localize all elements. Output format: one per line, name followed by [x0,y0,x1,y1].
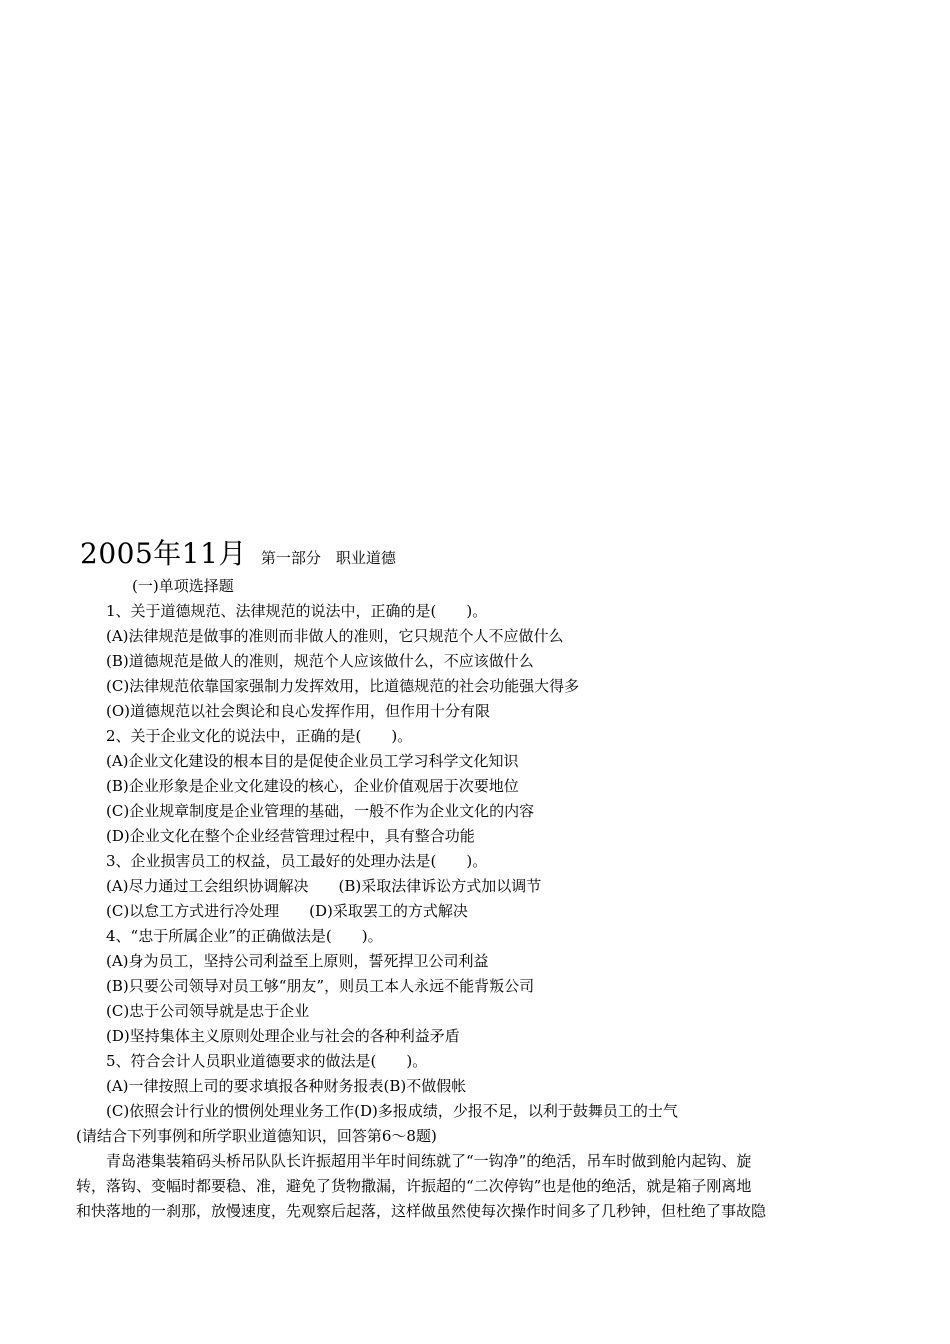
passage-line: 和快落地的一刹那，放慢速度，先观察后起落，这样做虽然使每次操作时间多了几秒钟，但杜绝了事故隐 [76,1202,767,1220]
year-month-title: 2005年11月 [80,537,247,570]
question-2-option-c: (C)企业规章制度是企业管理的基础，一般不作为企业文化的内容 [106,802,535,820]
question-5-stem: 5、符合会计人员职业道德要求的做法是( )。 [106,1052,428,1070]
question-2-option-b: (B)企业形象是企业文化建设的核心，企业价值观居于次要地位 [106,777,519,795]
question-4-stem: 4、“忠于所属企业”的正确做法是( )。 [106,927,383,945]
passage-line: 转，落钩、变幅时都要稳、准，避免了货物撒漏，许振超的“二次停钩”也是他的绝活，就是箱子刚离地 [76,1177,752,1195]
page-heading [80,532,396,572]
part-title: 第一部分 职业道德 [260,549,396,567]
case-instruction: (请结合下列事例和所学职业道德知识，回答第6～8题) [76,1127,437,1145]
question-4-option-d: (D)坚持集体主义原则处理企业与社会的各种利益矛盾 [106,1027,460,1045]
question-1-stem: 1、关于道德规范、法律规范的说法中，正确的是( )。 [106,602,488,620]
question-1-option-b: (B)道德规范是做人的准则，规范个人应该做什么，不应该做什么 [106,652,534,670]
question-2-option-a: (A)企业文化建设的根本目的是促使企业员工学习科学文化知识 [106,752,519,770]
question-1-option-a: (A)法律规范是做事的准则而非做人的准则，它只规范个人不应做什么 [106,627,564,645]
question-4-option-a: (A)身为员工，坚持公司利益至上原则，誓死捍卫公司利益 [106,952,489,970]
question-1-option-d: (O)道德规范以社会舆论和良心发挥作用，但作用十分有限 [106,702,491,720]
question-1-option-c: (C)法律规范依靠国家强制力发挥效用，比道德规范的社会功能强大得多 [106,677,580,695]
case-passage [76,1149,854,1224]
section-title: (一)单项选择题 [132,577,234,595]
question-3-options-ab: (A)尽力通过工会组织协调解决 (B)采取法律诉讼方式加以调节 [106,877,542,895]
question-5-options-ab: (A)一律按照上司的要求填报各种财务报表(B)不做假帐 [106,1077,467,1095]
passage-line: 青岛港集装箱码头桥吊队队长许振超用半年时间练就了“一钩净”的绝活，吊车时做到舱内起钩、旋 [76,1152,752,1170]
question-5-options-cd: (C)依照会计行业的惯例处理业务工作(D)多报成绩，少报不足，以利于鼓舞员工的士气 [106,1102,678,1120]
question-3-stem: 3、企业损害员工的权益，员工最好的处理办法是( )。 [106,852,488,870]
question-4-option-b: (B)只要公司领导对员工够“朋友”，则员工本人永远不能背叛公司 [106,977,535,995]
question-3-options-cd: (C)以怠工方式进行冷处理 (D)采取罢工的方式解决 [106,902,468,920]
question-2-option-d: (D)企业文化在整个企业经营管理过程中，具有整合功能 [106,827,475,845]
question-4-option-c: (C)忠于公司领导就是忠于企业 [106,1002,310,1020]
question-2-stem: 2、关于企业文化的说法中，正确的是( )。 [106,727,413,745]
